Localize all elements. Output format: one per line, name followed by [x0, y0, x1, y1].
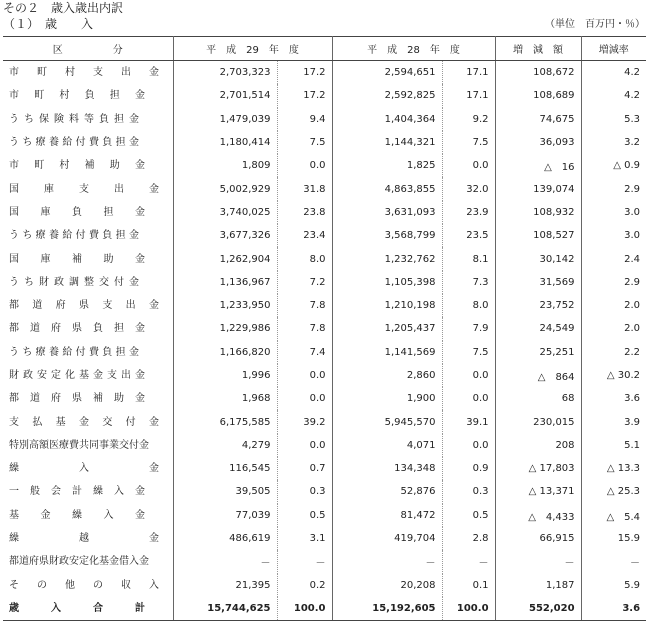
change-amount: △ 17,803	[495, 457, 581, 480]
table-row	[3, 410, 646, 433]
value-fy28: 2,594,651	[332, 61, 442, 85]
share-fy28: 100.0	[442, 597, 495, 621]
row-label	[3, 597, 173, 621]
row-label-text: 都 道 府 県 補 助 金	[9, 393, 145, 405]
table-row	[3, 177, 646, 200]
change-amount: 230,015	[495, 410, 581, 433]
value-fy28: 20,208	[332, 574, 442, 597]
value-fy28: 134,348	[332, 457, 442, 480]
value-fy29: 1,479,039	[173, 108, 277, 131]
share-fy29: 3.1	[277, 527, 332, 550]
value-fy28: 1,825	[332, 154, 442, 177]
value-fy29: 2,703,323	[173, 61, 277, 85]
table-row	[3, 317, 646, 340]
value-fy28: 1,105,398	[332, 271, 442, 294]
row-label-text: う ち 療 養 給 付 費 負 担 金	[9, 230, 139, 242]
row-label-text: う ち 財 政 調 整 交 付 金	[9, 276, 139, 288]
change-amount: 25,251	[495, 341, 581, 364]
table-header-row	[3, 37, 646, 61]
change-amount: 23,752	[495, 294, 581, 317]
row-label-text: 国 庫 補 助 金	[9, 253, 145, 265]
change-rate: 2.0	[624, 323, 641, 335]
value-fy28: 2,860	[332, 364, 442, 387]
change-rate: 3.0	[624, 206, 641, 218]
value-fy28: 419,704	[332, 527, 442, 550]
change-rate: 4.2	[624, 67, 641, 79]
value-fy28: 4,863,855	[332, 177, 442, 200]
share-fy29: 7.5	[277, 131, 332, 154]
value-fy28: －	[332, 550, 442, 573]
share-fy29: 7.8	[277, 317, 332, 340]
table-row	[3, 271, 646, 294]
value-fy28: 1,141,569	[332, 341, 442, 364]
row-label	[3, 341, 173, 364]
change-rate: 3.6	[624, 393, 641, 405]
share-fy29: 0.3	[277, 480, 332, 503]
value-fy28: 3,568,799	[332, 224, 442, 247]
header-fy29: 平 成 29 年 度	[173, 37, 332, 61]
row-label-text: う ち 療 養 給 付 費 負 担 金	[9, 137, 139, 149]
value-fy29: 1,229,986	[173, 317, 277, 340]
share-fy29: 0.0	[277, 434, 332, 457]
share-fy29: 0.0	[277, 154, 332, 177]
change-rate: △ 13.3	[606, 463, 641, 475]
row-label	[3, 410, 173, 433]
row-label	[3, 247, 173, 270]
share-fy28: 0.1	[442, 574, 495, 597]
header-category: 区 分	[3, 37, 173, 61]
table-row	[3, 457, 646, 480]
value-fy29: 6,175,585	[173, 410, 277, 433]
table-row	[3, 154, 646, 177]
change-rate: 2.2	[624, 346, 641, 358]
change-amount: △ 13,371	[495, 480, 581, 503]
value-fy29: 1,136,967	[173, 271, 277, 294]
value-fy29: 1,996	[173, 364, 277, 387]
change-rate: △ 0.9	[613, 160, 641, 172]
change-amount: 31,569	[495, 271, 581, 294]
table-row	[3, 247, 646, 270]
change-rate: 2.9	[624, 276, 641, 288]
row-label	[3, 504, 173, 527]
change-rate: 3.2	[624, 137, 641, 149]
table-row	[3, 597, 646, 621]
change-amount: 208	[495, 434, 581, 457]
value-fy29: 1,180,414	[173, 131, 277, 154]
change-amount: 139,074	[495, 177, 581, 200]
value-fy28: 3,631,093	[332, 201, 442, 224]
change-rate: 5.9	[624, 579, 641, 591]
share-fy29: 0.5	[277, 504, 332, 527]
row-label	[3, 550, 173, 573]
value-fy29: 4,279	[173, 434, 277, 457]
change-rate: △ 5.4	[606, 511, 641, 523]
value-fy29: 39,505	[173, 480, 277, 503]
change-amount: 552,020	[495, 597, 581, 621]
row-label-text: 市 町 村 負 担 金	[9, 90, 145, 102]
change-rate: 2.4	[624, 253, 641, 265]
change-amount: 74,675	[495, 108, 581, 131]
row-label-text: 特別高額医療費共同事業交付金	[9, 439, 149, 451]
value-fy29: 1,968	[173, 387, 277, 410]
row-label-text: 歳 入 合 計	[9, 602, 145, 614]
change-amount: 108,689	[495, 84, 581, 107]
value-fy29: 5,002,929	[173, 177, 277, 200]
value-fy28: 1,232,762	[332, 247, 442, 270]
row-label-text: 市 町 村 支 出 金	[9, 67, 159, 79]
change-amount: －	[495, 550, 581, 573]
share-fy28: 7.9	[442, 317, 495, 340]
row-label-text: そ の 他 の 収 入	[9, 579, 159, 591]
share-fy29: 17.2	[277, 84, 332, 107]
share-fy29: －	[277, 550, 332, 573]
share-fy28: 0.0	[442, 154, 495, 177]
value-fy29: 1,262,904	[173, 247, 277, 270]
row-label	[3, 131, 173, 154]
change-rate: △ 25.3	[606, 486, 641, 498]
row-label-text: 都 道 府 県 支 出 金	[9, 300, 159, 312]
row-label-text: 繰 入 金	[9, 463, 159, 475]
row-label	[3, 434, 173, 457]
share-fy29: 9.4	[277, 108, 332, 131]
row-label-text: う ち 療 養 給 付 費 負 担 金	[9, 346, 139, 358]
change-rate: 2.9	[624, 183, 641, 195]
table-row	[3, 294, 646, 317]
share-fy28: 23.5	[442, 224, 495, 247]
row-label-text: 一 般 会 計 繰 入 金	[9, 486, 145, 498]
share-fy28: 8.1	[442, 247, 495, 270]
share-fy28: 7.5	[442, 341, 495, 364]
share-fy28: 17.1	[442, 61, 495, 85]
table-row	[3, 341, 646, 364]
value-fy29: 2,701,514	[173, 84, 277, 107]
share-fy29: 23.4	[277, 224, 332, 247]
share-fy29: 7.2	[277, 271, 332, 294]
row-label-text: 都道府県財政安定化基金借入金	[9, 556, 149, 568]
row-label-text: 都 道 府 県 負 担 金	[9, 323, 145, 335]
share-fy28: 7.5	[442, 131, 495, 154]
revenue-table	[3, 36, 646, 621]
row-label	[3, 294, 173, 317]
change-rate: 3.6	[581, 597, 646, 621]
table-row	[3, 527, 646, 550]
change-rate: 3.9	[624, 416, 641, 428]
change-amount: 108,672	[495, 61, 581, 85]
share-fy29: 31.8	[277, 177, 332, 200]
share-fy28: 32.0	[442, 177, 495, 200]
row-label	[3, 271, 173, 294]
value-fy29: 1,809	[173, 154, 277, 177]
share-fy29: 100.0	[277, 597, 332, 621]
row-label	[3, 224, 173, 247]
change-amount: 108,932	[495, 201, 581, 224]
change-amount: △ 4,433	[495, 504, 581, 527]
row-label	[3, 317, 173, 340]
value-fy28: 2,592,825	[332, 84, 442, 107]
change-amount: △ 864	[495, 364, 581, 387]
share-fy28: 8.0	[442, 294, 495, 317]
value-fy29: 21,395	[173, 574, 277, 597]
share-fy28: 23.9	[442, 201, 495, 224]
value-fy28: 52,876	[332, 480, 442, 503]
share-fy29: 0.0	[277, 364, 332, 387]
value-fy28: 1,210,198	[332, 294, 442, 317]
table-row	[3, 504, 646, 527]
table-row	[3, 480, 646, 503]
share-fy29: 0.0	[277, 387, 332, 410]
table-row	[3, 364, 646, 387]
share-fy28: 2.8	[442, 527, 495, 550]
header-rate: 増減率	[581, 37, 646, 61]
change-amount: △ 16	[495, 154, 581, 177]
row-label-text: 財 政 安 定 化 基 金 支 出 金	[9, 370, 145, 381]
share-fy29: 7.4	[277, 341, 332, 364]
change-rate: －	[630, 558, 641, 570]
value-fy29: 77,039	[173, 504, 277, 527]
row-label	[3, 364, 173, 387]
change-rate: 2.0	[624, 300, 641, 312]
share-fy28: 7.3	[442, 271, 495, 294]
row-label-text: 国 庫 負 担 金	[9, 206, 145, 218]
change-amount: 108,527	[495, 224, 581, 247]
value-fy28: 4,071	[332, 434, 442, 457]
change-rate: △ 30.2	[606, 370, 641, 381]
share-fy29: 7.8	[277, 294, 332, 317]
table-row	[3, 434, 646, 457]
table-row	[3, 550, 646, 573]
value-fy29: 1,166,820	[173, 341, 277, 364]
table-row	[3, 574, 646, 597]
header-change: 増 減 額	[495, 37, 581, 61]
value-fy29: 1,233,950	[173, 294, 277, 317]
row-label-text: 市 町 村 補 助 金	[9, 160, 145, 172]
row-label-text: 繰 越 金	[9, 533, 159, 545]
table-row	[3, 61, 646, 85]
share-fy28: －	[442, 550, 495, 573]
share-fy29: 8.0	[277, 247, 332, 270]
share-fy28: 0.0	[442, 434, 495, 457]
change-amount: 24,549	[495, 317, 581, 340]
header-fy28: 平 成 28 年 度	[332, 37, 495, 61]
share-fy28: 9.2	[442, 108, 495, 131]
value-fy28: 1,144,321	[332, 131, 442, 154]
value-fy29: 486,619	[173, 527, 277, 550]
value-fy28: 81,472	[332, 504, 442, 527]
unit-note: （単位 百万円・％）	[545, 19, 645, 30]
share-fy28: 17.1	[442, 84, 495, 107]
share-fy28: 0.0	[442, 364, 495, 387]
table-row	[3, 224, 646, 247]
section-heading: （１） 歳 入	[3, 17, 94, 31]
value-fy28: 5,945,570	[332, 410, 442, 433]
row-label	[3, 480, 173, 503]
table-row	[3, 131, 646, 154]
change-rate: 5.3	[624, 113, 641, 125]
row-label-text: 支 払 基 金 交 付 金	[9, 416, 159, 428]
share-fy28: 39.1	[442, 410, 495, 433]
table-row	[3, 84, 646, 107]
row-label	[3, 527, 173, 550]
change-rate: 5.1	[624, 439, 641, 451]
row-label-text: う ち 保 険 料 等 負 担 金	[9, 113, 139, 125]
value-fy29: 3,740,025	[173, 201, 277, 224]
row-label	[3, 154, 173, 177]
change-rate: 3.0	[624, 230, 641, 242]
row-label	[3, 108, 173, 131]
value-fy28: 1,404,364	[332, 108, 442, 131]
change-amount: 30,142	[495, 247, 581, 270]
value-fy28: 1,900	[332, 387, 442, 410]
row-label	[3, 387, 173, 410]
row-label-text: 国 庫 支 出 金	[9, 183, 159, 195]
value-fy28: 15,192,605	[332, 597, 442, 621]
change-amount: 1,187	[495, 574, 581, 597]
table-row	[3, 201, 646, 224]
change-amount: 68	[495, 387, 581, 410]
row-label	[3, 84, 173, 107]
value-fy29: 116,545	[173, 457, 277, 480]
row-label	[3, 457, 173, 480]
row-label	[3, 177, 173, 200]
share-fy28: 0.3	[442, 480, 495, 503]
change-amount: 36,093	[495, 131, 581, 154]
row-label	[3, 574, 173, 597]
row-label	[3, 201, 173, 224]
value-fy29: －	[173, 550, 277, 573]
share-fy29: 17.2	[277, 61, 332, 85]
share-fy28: 0.5	[442, 504, 495, 527]
share-fy28: 0.9	[442, 457, 495, 480]
row-label-text: 基 金 繰 入 金	[9, 509, 145, 521]
share-fy29: 23.8	[277, 201, 332, 224]
value-fy29: 15,744,625	[173, 597, 277, 621]
table-row	[3, 108, 646, 131]
share-fy29: 0.2	[277, 574, 332, 597]
share-fy29: 39.2	[277, 410, 332, 433]
row-label	[3, 61, 173, 85]
change-rate: 4.2	[624, 90, 641, 102]
value-fy29: 3,677,326	[173, 224, 277, 247]
change-rate: 15.9	[617, 533, 641, 545]
change-amount: 66,915	[495, 527, 581, 550]
value-fy28: 1,205,437	[332, 317, 442, 340]
table-row	[3, 387, 646, 410]
share-fy28: 0.0	[442, 387, 495, 410]
share-fy29: 0.7	[277, 457, 332, 480]
page-heading: その２ 歳入歳出内訳	[3, 1, 124, 15]
